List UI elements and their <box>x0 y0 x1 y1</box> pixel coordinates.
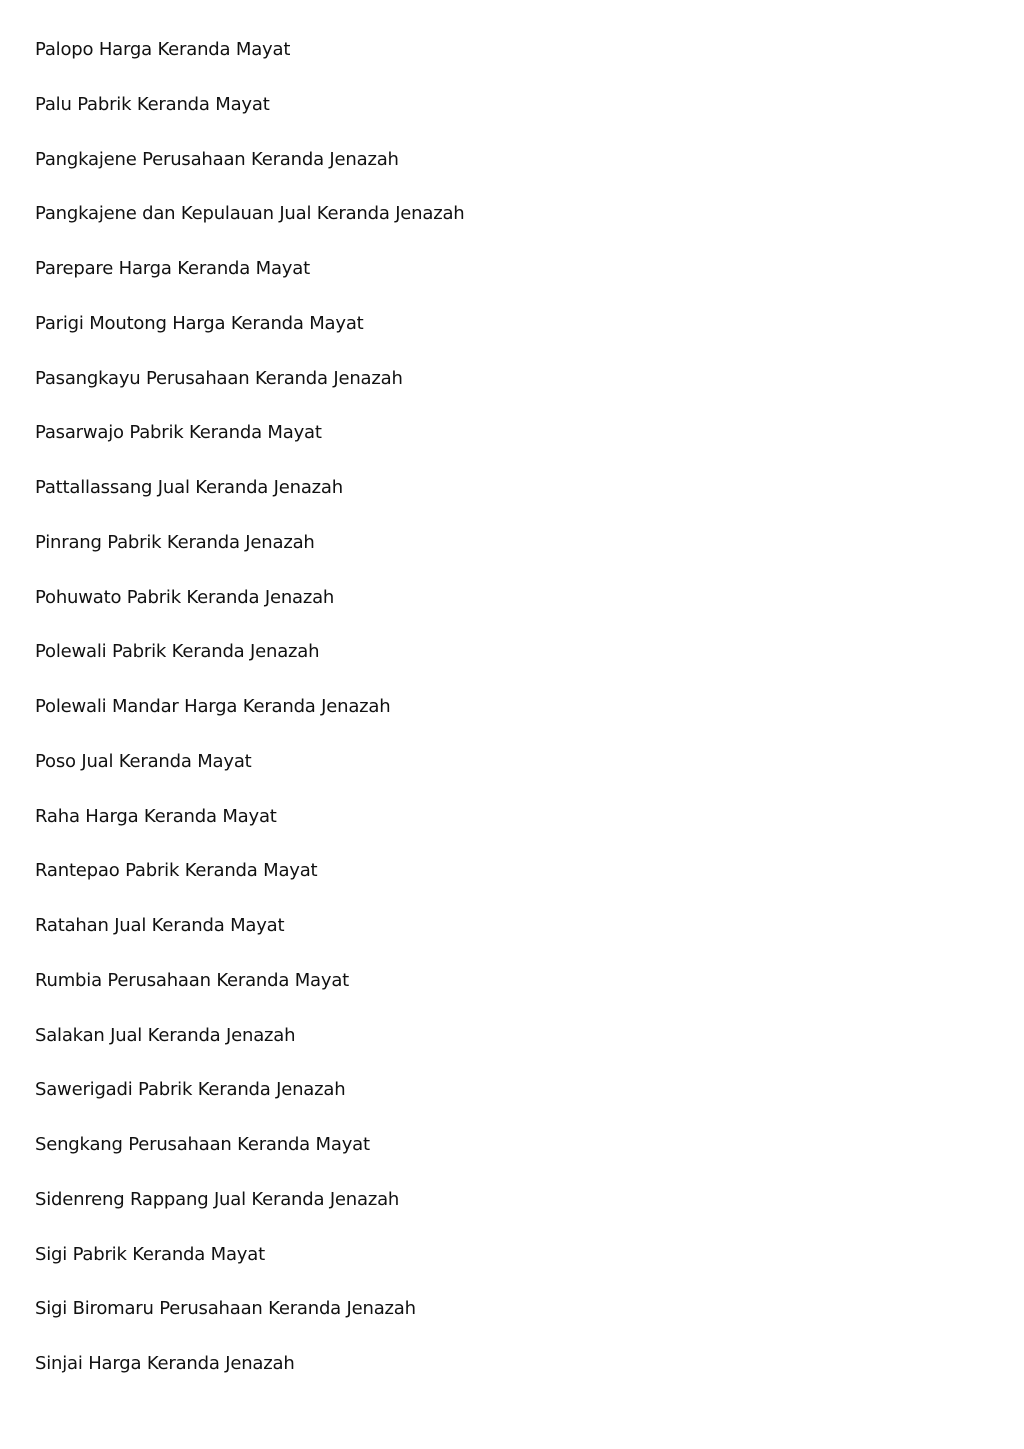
list-item: Rumbia Perusahaan Keranda Mayat <box>35 969 350 991</box>
list-item: Pohuwato Pabrik Keranda Jenazah <box>35 586 335 608</box>
list-item: Pangkajene Perusahaan Keranda Jenazah <box>35 148 399 170</box>
list-item: Sidenreng Rappang Jual Keranda Jenazah <box>35 1188 400 1210</box>
list-item: Sigi Pabrik Keranda Mayat <box>35 1243 265 1265</box>
list-item: Parepare Harga Keranda Mayat <box>35 258 310 279</box>
list-item: Sawerigadi Pabrik Keranda Jenazah <box>35 1079 346 1101</box>
list-item: Parigi Moutong Harga Keranda Mayat <box>35 312 364 334</box>
list-item: Pasarwajo Pabrik Keranda Mayat <box>35 422 322 444</box>
list-item: Pattallassang Jual Keranda Jenazah <box>35 477 343 498</box>
list-item: Polewali Mandar Harga Keranda Jenazah <box>35 696 391 717</box>
list-item: Palu Pabrik Keranda Mayat <box>35 93 270 115</box>
list-item: Sigi Biromaru Perusahaan Keranda Jenazah <box>35 1298 416 1320</box>
list-item: Palopo Harga Keranda Mayat <box>35 39 291 60</box>
list-item: Pinrang Pabrik Keranda Jenazah <box>35 531 315 553</box>
list-item: Pasangkayu Perusahaan Keranda Jenazah <box>35 367 403 389</box>
list-item: Sinjai Harga Keranda Jenazah <box>35 1353 295 1374</box>
list-item: Poso Jual Keranda Mayat <box>35 750 252 772</box>
list-item: Salakan Jual Keranda Jenazah <box>35 1024 296 1046</box>
list-item: Rantepao Pabrik Keranda Mayat <box>35 860 318 882</box>
location-list <box>35 37 465 1406</box>
list-item: Ratahan Jual Keranda Mayat <box>35 915 285 936</box>
list-item: Polewali Pabrik Keranda Jenazah <box>35 641 320 663</box>
list-item: Sengkang Perusahaan Keranda Mayat <box>35 1134 370 1155</box>
list-item: Raha Harga Keranda Mayat <box>35 805 277 827</box>
list-item: Pangkajene dan Kepulauan Jual Keranda Jenazah <box>35 203 465 225</box>
